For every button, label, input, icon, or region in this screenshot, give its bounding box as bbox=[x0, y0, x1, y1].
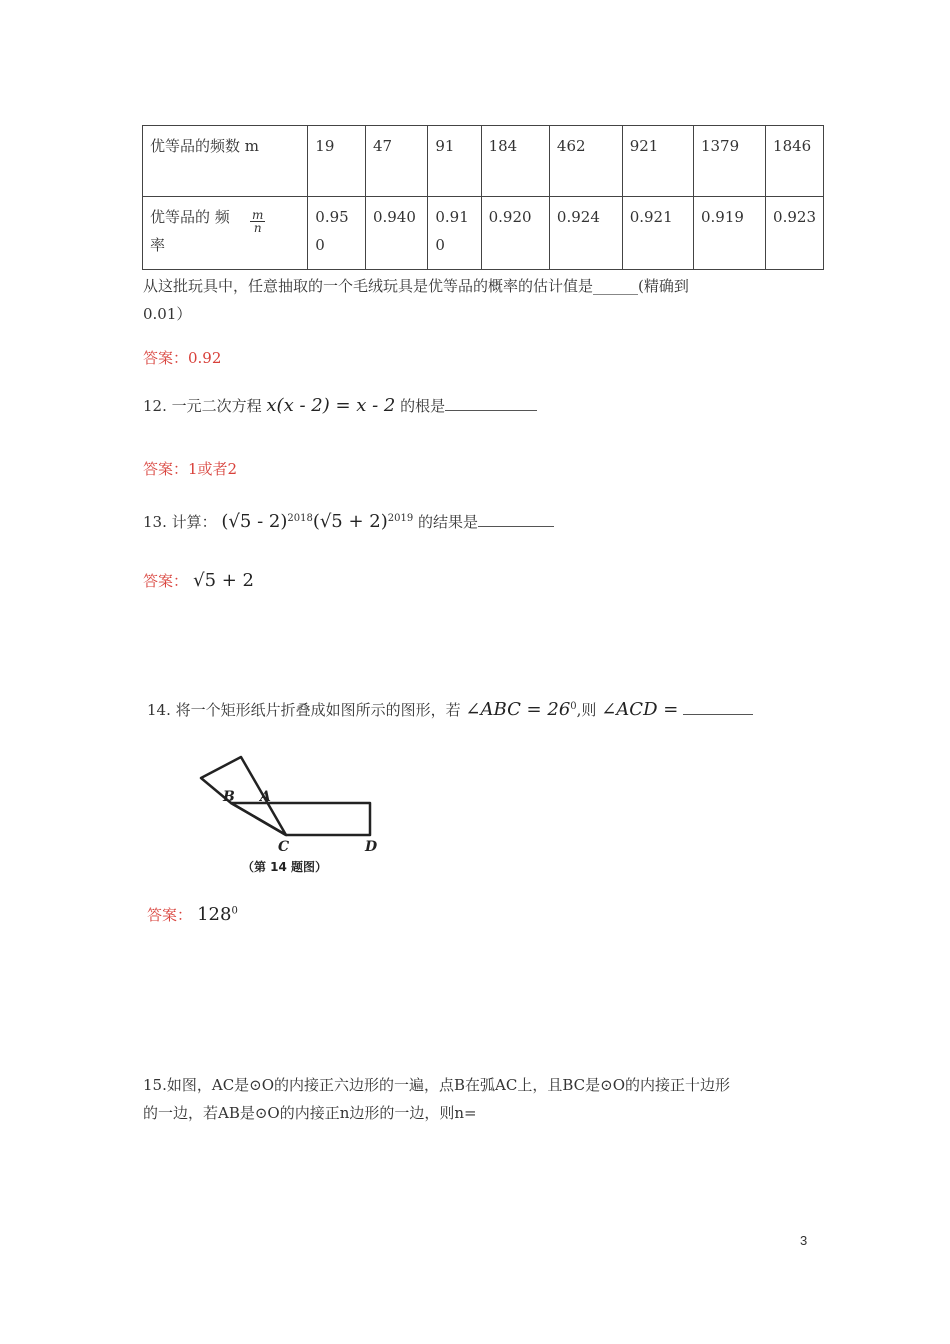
q13-prefix: 13. 计算： bbox=[143, 513, 217, 531]
q15-line2: 的一边，若AB是⊙O的内接正n边形的一边，则n= bbox=[143, 1104, 477, 1122]
q13-exp-b: 2019 bbox=[387, 513, 414, 524]
q12-equation: x(x - 2) = x - 2 bbox=[266, 395, 396, 416]
table-cell: 0.910 bbox=[428, 197, 481, 270]
question-14 bbox=[147, 693, 753, 724]
table-cell: 47 bbox=[365, 126, 427, 197]
q14-angle-abc: ∠ABC = 26 bbox=[465, 699, 571, 720]
table-cell: 0.924 bbox=[549, 197, 622, 270]
figure-caption: （第 14 题图） bbox=[242, 860, 328, 874]
table-cell: 921 bbox=[622, 126, 693, 197]
table-cell: 184 bbox=[481, 126, 549, 197]
q12-answer: 答案：1或者2 bbox=[143, 460, 238, 478]
fraction-denominator: n bbox=[253, 221, 262, 235]
answer-blank bbox=[683, 714, 753, 715]
q12-prefix: 12. 一元二次方程 bbox=[143, 397, 262, 415]
rate-label: 优等品的 频率 bbox=[150, 208, 230, 254]
q13-expr-a: (√5 - 2) bbox=[221, 511, 288, 532]
table-cell: 优等品的频数 m bbox=[143, 126, 308, 197]
q14-angle-abc-degree: 0 bbox=[570, 701, 577, 712]
answer-blank bbox=[478, 526, 554, 527]
rectangle-body bbox=[231, 803, 370, 835]
q11-line2: 0.01） bbox=[143, 305, 192, 323]
q13-answer-label: 答案： bbox=[143, 572, 189, 590]
answer-blank bbox=[445, 410, 537, 411]
table-cell: 1379 bbox=[693, 126, 765, 197]
q13-exp-a: 2018 bbox=[287, 513, 313, 524]
table-cell-rate-label bbox=[143, 197, 308, 270]
q11-answer: 答案：0.92 bbox=[143, 349, 222, 367]
label-d: D bbox=[365, 839, 378, 855]
table-cell: 0.950 bbox=[308, 197, 366, 270]
question-13 bbox=[143, 505, 554, 536]
table-cell: 0.920 bbox=[481, 197, 549, 270]
table-cell: 91 bbox=[428, 126, 481, 197]
q14-answer-value: 128 bbox=[197, 904, 232, 925]
table-cell: 0.940 bbox=[365, 197, 427, 270]
table-cell: 462 bbox=[549, 126, 622, 197]
q11-line1: 从这批玩具中，任意抽取的一个毛绒玩具是优等品的概率的估计值是______(精确到 bbox=[143, 277, 689, 295]
q14-prefix: 14. 将一个矩形纸片折叠成如图所示的图形，若 bbox=[147, 701, 461, 719]
table-cell: 0.921 bbox=[622, 197, 693, 270]
q13-expr-b: (√5 + 2) bbox=[312, 511, 388, 532]
q14-answer-label: 答案： bbox=[147, 906, 193, 924]
q14-angle-acd: ∠ACD = bbox=[601, 699, 679, 720]
label-c: C bbox=[278, 839, 290, 855]
frequency-table bbox=[142, 125, 824, 270]
q13-suffix: 的结果是 bbox=[418, 513, 479, 531]
page-number: 3 bbox=[800, 1233, 808, 1248]
table-cell: 0.923 bbox=[766, 197, 824, 270]
folded-flap bbox=[201, 757, 286, 835]
label-b: B bbox=[223, 789, 235, 805]
q11-text bbox=[143, 272, 823, 328]
folded-rectangle-figure bbox=[190, 752, 390, 877]
q14-answer bbox=[147, 904, 238, 925]
table-cell: 0.919 bbox=[693, 197, 765, 270]
table-row-frequency-rate bbox=[143, 197, 824, 270]
q14-answer-degree: 0 bbox=[231, 905, 238, 917]
q12-suffix: 的根是 bbox=[400, 397, 446, 415]
fraction-m-over-n bbox=[250, 209, 265, 234]
table-cell: 19 bbox=[308, 126, 366, 197]
q13-answer bbox=[143, 570, 254, 591]
table-cell: 1846 bbox=[766, 126, 824, 197]
fraction-numerator: m bbox=[252, 208, 264, 222]
question-15 bbox=[143, 1071, 833, 1127]
table-row-frequency-count bbox=[143, 126, 824, 197]
q14-mid: ,则 bbox=[576, 701, 597, 719]
q15-line1: 15.如图，AC是⊙O的内接正六边形的一遍，点B在弧AC上，且BC是⊙O的内接正十边形 bbox=[143, 1076, 731, 1094]
question-12 bbox=[143, 392, 537, 420]
label-a: A bbox=[260, 789, 271, 805]
q13-answer-value: √5 + 2 bbox=[193, 570, 255, 591]
